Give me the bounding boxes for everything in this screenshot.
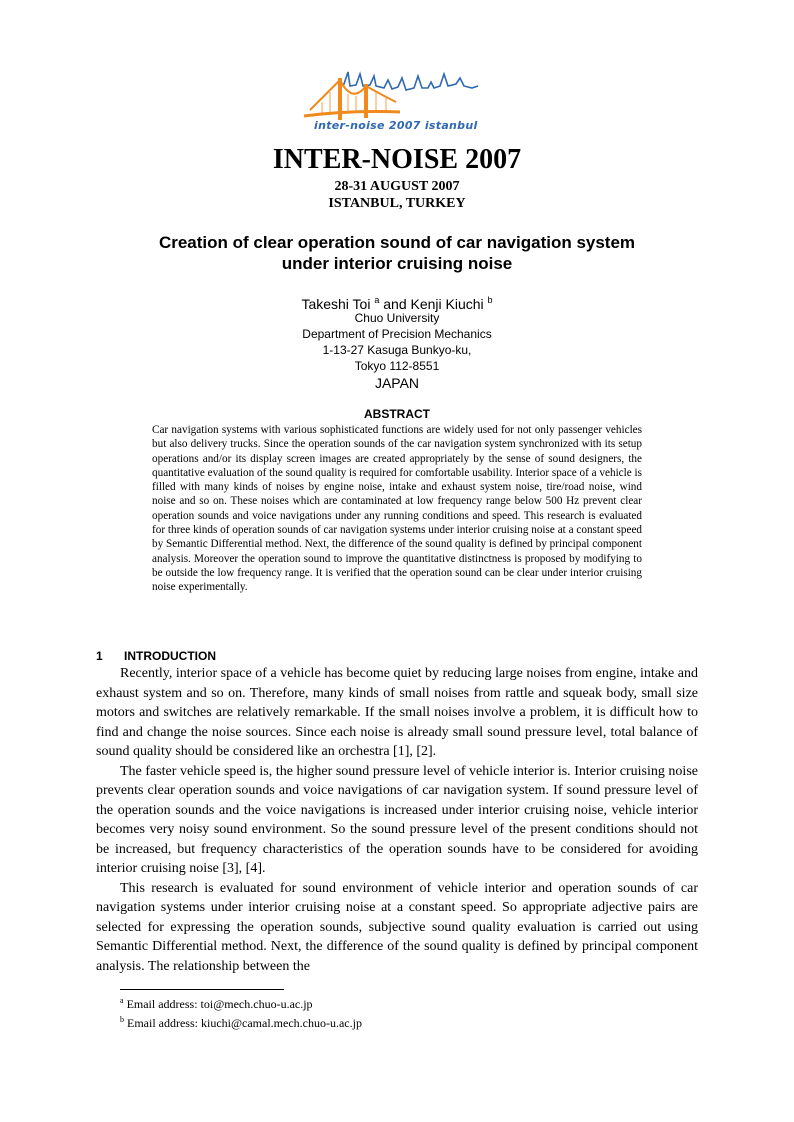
author-2-mark: b bbox=[487, 295, 493, 305]
section-body bbox=[96, 664, 698, 976]
wave-mark bbox=[338, 72, 478, 90]
conference-location: ISTANBUL, TURKEY bbox=[328, 196, 466, 211]
paper-title-line-1: Creation of clear operation sound of car navigation system bbox=[158, 233, 636, 252]
abstract-heading: ABSTRACT bbox=[364, 407, 430, 421]
footnote-mark: a bbox=[120, 996, 124, 1005]
footnote-divider bbox=[120, 989, 284, 990]
footnote bbox=[120, 1012, 362, 1031]
bridge-cable bbox=[310, 80, 396, 110]
affiliation-street: 1-13-27 Kasuga Bunkyo-ku, bbox=[322, 343, 472, 357]
author-1: Takeshi Toi bbox=[301, 296, 371, 312]
body-paragraph: Recently, interior space of a vehicle has become quiet by reducing large noises from engine, intake and exhaust system and so on. Therefore, many kinds of small noises from rattle and squeak body, small size motors and switches are relatively remarkable. If the small noises involve a problem, it is difficult how to find and change the noise sources. Since each noise is already small sound pressure level, total balance of sound quality should be considered like an orchestra [1], [2]. bbox=[96, 666, 698, 759]
paper-title-line-2: under interior cruising noise bbox=[281, 254, 513, 273]
body-paragraph: This research is evaluated for sound environment of vehicle interior and operation sounds of car navigation systems under interior cruising noise at a constant speed. So appropriate adjective pairs are selected for expressing the operation sounds, subjective sound quality evaluation is carried out using Semantic Differential method. Next, the difference of the sound quality is defined by principal component analysis. The relationship between the bbox=[96, 880, 698, 974]
paper-title bbox=[0, 232, 794, 274]
footnote bbox=[120, 993, 362, 1012]
author-1-mark: a bbox=[374, 295, 380, 305]
footnote-text: Email address: toi@mech.chuo-u.ac.jp bbox=[126, 997, 313, 1011]
affiliation-department: Department of Precision Mechanics bbox=[302, 327, 492, 341]
author-2: and Kenji Kiuchi bbox=[383, 296, 484, 312]
footnotes bbox=[120, 993, 362, 1031]
footnote-mark: b bbox=[120, 1015, 124, 1024]
section-title: INTRODUCTION bbox=[124, 649, 216, 663]
conference-title: INTER-NOISE 2007 bbox=[272, 144, 522, 175]
footnote-text: Email address: kiuchi@camal.mech.chuo-u.ac.jp bbox=[127, 1016, 362, 1030]
affiliation-country: JAPAN bbox=[374, 375, 420, 391]
logo-text: inter-noise 2007 istanbul bbox=[314, 119, 478, 132]
bridge-deck bbox=[304, 112, 400, 117]
affiliation bbox=[0, 310, 794, 392]
body-paragraph: The faster vehicle speed is, the higher sound pressure level of vehicle interior is. Interior cruising noise prevents clear operation sounds and voice navigations of car navigation system. If sound pressure level of the operation sounds and the voice navigations is increased under interior cruising noise, vehicle interior becomes very noisy sound environment. So the sound pressure level of the present conditions should not be increased, but frequency characteristics of the operation sounds have to be considered for avoiding interior cruising noise [3], [4]. bbox=[96, 763, 698, 876]
section-number: 1 bbox=[96, 649, 103, 663]
affiliation-university: Chuo University bbox=[354, 311, 440, 325]
conference-date: 28-31 AUGUST 2007 bbox=[334, 179, 460, 194]
affiliation-city: Tokyo 112-8551 bbox=[354, 359, 440, 373]
section-heading bbox=[96, 649, 216, 663]
abstract-text: Car navigation systems with various sophisticated functions are widely used for not only passenger vehicles but also delivery trucks. Since the operation sounds of the car navigation system synchronized with its setup operations and/or its display screen images are created appropriately by the sense of sound designers, the quantitative evaluation of the sound quality is required for comfortable usability. Interior space of a vehicle is filled with many kinds of noises by engine noise, intake and exhaust system noise, tire/road noise, wind noise and so on. These noises which are contaminated at low frequency range below 500 Hz prevent clear operation sounds and voice navigations under any running conditions and speed. This research is evaluated for three kinds of operation sounds of car navigation systems under interior cruising noise at a constant speed by Semantic Differential method. Next, the difference of the sound quality is defined by principal component analysis. Moreover the operation sound to improve the quantitative distinctness is proposed by modifying to be outside the low frequency range. It is verified that the operation sound can be clear under interior cruising noise experimentally. bbox=[152, 424, 642, 594]
